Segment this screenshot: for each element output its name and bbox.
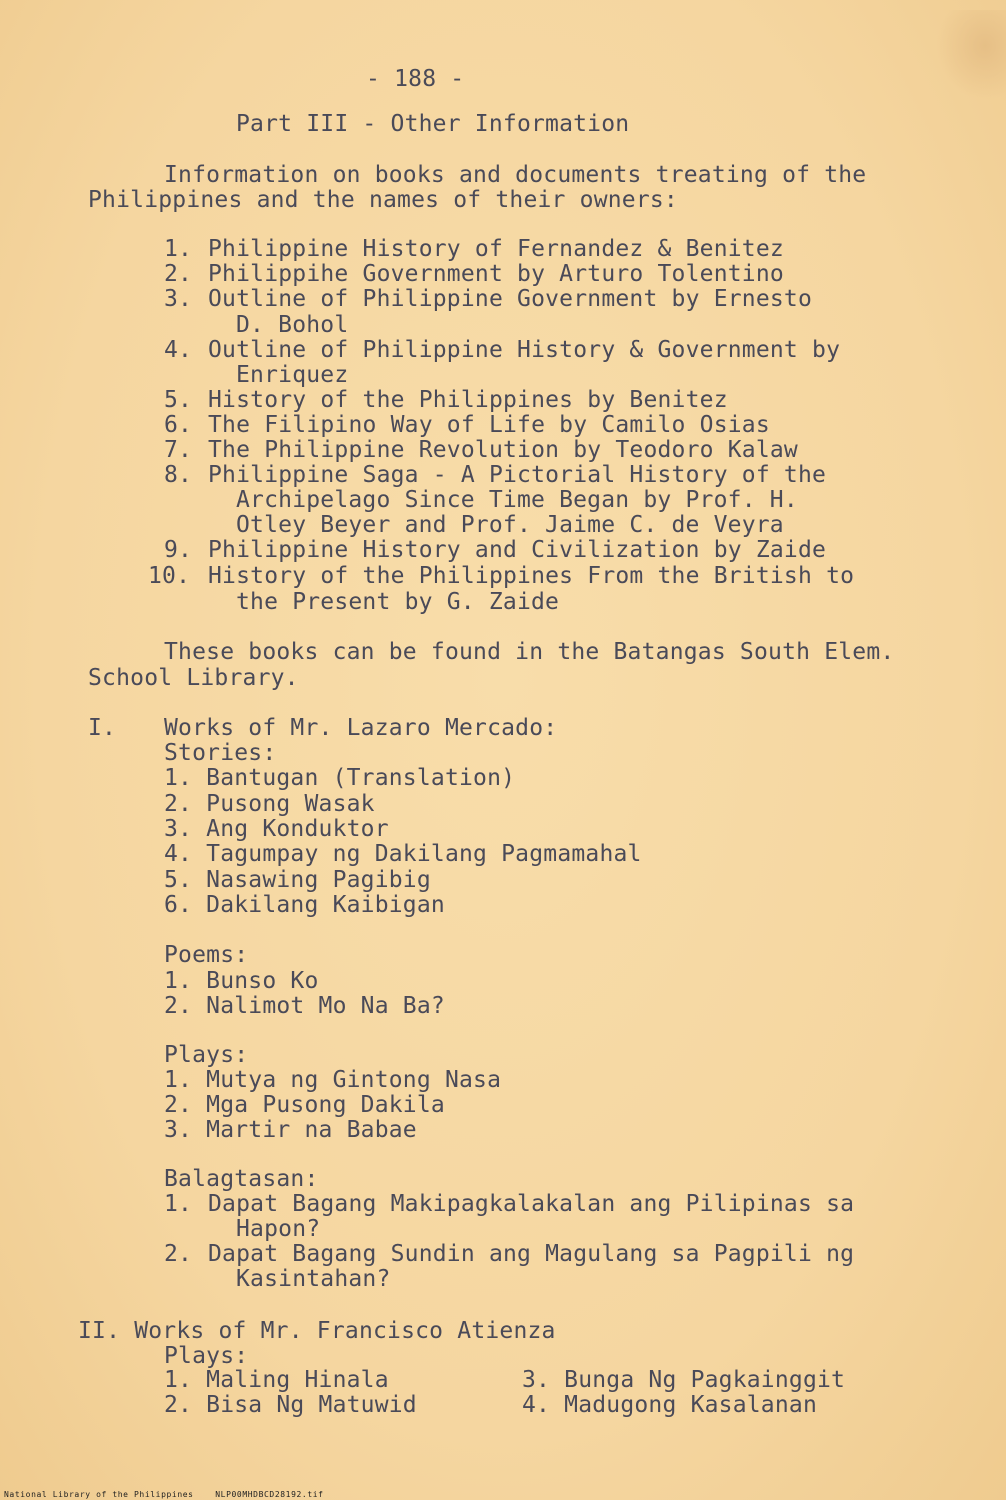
book-title: Philippine Saga - A Pictorial History of the xyxy=(208,462,827,488)
book-title: History of the Philippines by Benitez xyxy=(208,387,728,413)
list-item: 1. Bunso Ko xyxy=(164,968,319,994)
book-title: Outline of Philippine Government by Ernesto xyxy=(208,286,813,312)
list-item: 5. Nasawing Pagibig xyxy=(164,867,431,893)
subsection-label: Plays: xyxy=(164,1042,249,1068)
subsection-label: Balagtasan: xyxy=(164,1166,319,1192)
list-item: 2. Pusong Wasak xyxy=(164,791,375,817)
book-title: The Philippine Revolution by Teodoro Kalaw xyxy=(208,437,798,463)
list-item: 1. Bantugan (Translation) xyxy=(164,765,516,791)
book-number: 1. xyxy=(164,236,193,262)
book-number: 8. xyxy=(164,462,193,488)
book-title-continued: Archipelago Since Time Began by Prof. H. xyxy=(236,487,798,513)
book-title: Philippine History and Civilization by Zaide xyxy=(208,537,827,563)
list-item: 6. Dakilang Kaibigan xyxy=(164,892,445,918)
location-note: School Library. xyxy=(88,665,299,691)
book-number: 4. xyxy=(164,337,193,363)
intro-line: Information on books and documents treating of the xyxy=(164,162,867,188)
scan-footer: National Library of the Philippines NLP00MHDBCD28192.tif xyxy=(4,1490,324,1499)
book-title: Philippihe Government by Arturo Tolentino xyxy=(208,261,784,287)
book-number: 3. xyxy=(164,286,193,312)
book-title: Outline of Philippine History & Government by xyxy=(208,337,841,363)
list-item-continued: Kasintahan? xyxy=(236,1266,391,1292)
book-number: 6. xyxy=(164,412,193,438)
book-title: The Filipino Way of Life by Camilo Osias xyxy=(208,412,770,438)
list-item: 3. Ang Konduktor xyxy=(164,816,389,842)
list-item: 3. Martir na Babae xyxy=(164,1117,417,1143)
list-item: 2. Bisa Ng Matuwid xyxy=(164,1392,417,1418)
book-number: 10. xyxy=(148,563,191,589)
book-number: 2. xyxy=(164,261,193,287)
location-note: These books can be found in the Batangas South Elem. xyxy=(164,639,895,665)
list-item: Dapat Bagang Sundin ang Magulang sa Pagpili ng xyxy=(208,1241,855,1267)
book-title-continued: D. Bohol xyxy=(236,312,349,338)
book-number: 7. xyxy=(164,437,193,463)
list-item: 3. Bunga Ng Pagkainggit xyxy=(522,1367,846,1393)
section-title: Part III - Other Information xyxy=(236,111,630,137)
list-item: 4. Tagumpay ng Dakilang Pagmamahal xyxy=(164,841,642,867)
list-number: 1. xyxy=(164,1191,193,1217)
subsection-label: Stories: xyxy=(164,740,277,766)
book-title: History of the Philippines From the British to xyxy=(208,563,855,589)
paper-stain xyxy=(936,10,1006,100)
book-title-continued: the Present by G. Zaide xyxy=(236,589,560,615)
book-title: Philippine History of Fernandez & Benitez xyxy=(208,236,784,262)
section-numeral: I. xyxy=(88,715,117,741)
page-number: - 188 - xyxy=(366,66,465,92)
list-item-continued: Hapon? xyxy=(236,1216,321,1242)
list-item: 4. Madugong Kasalanan xyxy=(522,1392,817,1418)
list-item: 1. Maling Hinala xyxy=(164,1367,389,1393)
list-item: 2. Mga Pusong Dakila xyxy=(164,1092,445,1118)
section-heading: II. Works of Mr. Francisco Atienza xyxy=(78,1318,556,1344)
book-title-continued: Otley Beyer and Prof. Jaime C. de Veyra xyxy=(236,512,784,538)
list-number: 2. xyxy=(164,1241,193,1267)
section-heading: Works of Mr. Lazaro Mercado: xyxy=(164,715,558,741)
intro-line: Philippines and the names of their owners: xyxy=(88,187,678,213)
subsection-label: Poems: xyxy=(164,942,249,968)
subsection-label: Plays: xyxy=(164,1343,249,1369)
list-item: Dapat Bagang Makipagkalakalan ang Pilipinas sa xyxy=(208,1191,855,1217)
book-number: 9. xyxy=(164,537,193,563)
list-item: 2. Nalimot Mo Na Ba? xyxy=(164,993,445,1019)
book-number: 5. xyxy=(164,387,193,413)
book-title-continued: Enriquez xyxy=(236,362,349,388)
list-item: 1. Mutya ng Gintong Nasa xyxy=(164,1067,502,1093)
